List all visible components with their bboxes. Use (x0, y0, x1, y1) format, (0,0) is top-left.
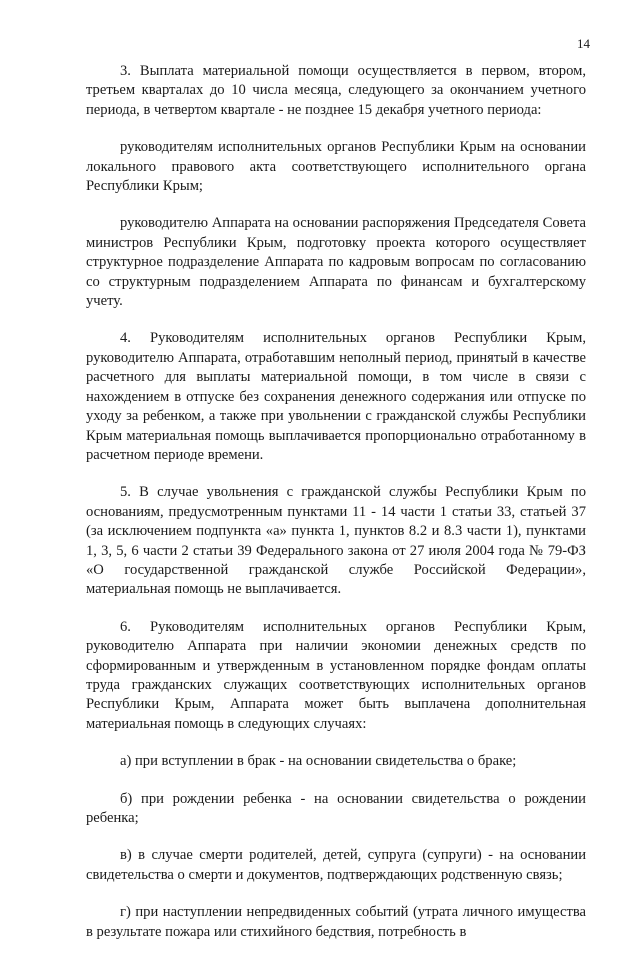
page-number: 14 (577, 36, 590, 51)
paragraph-6-additional-aid: 6. Руководителям исполнительных органов Республики Крым, руководителю Аппарата при наличии экономии денежных средств по сформированным и утвержденным в установленном порядке фондам оплаты труда гражданских служащих соответствующих исполнительных органов Республики Крым, Аппарата может быть выплачена дополнительная материальная помощь в следующих случаях: (86, 618, 586, 732)
list-item-child-birth: б) при рождении ребенка - на основании свидетельства о рождении ребенка; (86, 790, 586, 826)
list-item-unforeseen-events: г) при наступлении непредвиденных событий (утрата личного имущества в результате пожара или стихийного бедствия, потребность в (86, 904, 586, 940)
list-item-death: в) в случае смерти родителей, детей, супруга (супруги) - на основании свидетельства о смерти и документов, подтверждающих родственную связь; (86, 847, 586, 883)
list-item-marriage: а) при вступлении в брак - на основании свидетельства о браке; (120, 753, 517, 770)
paragraph-apparatus-head: руководителю Аппарата на основании распоряжения Председателя Совета министров Республики Крым, подготовку проекта которого осуществляет структурное подразделение Аппарата по кадровым вопросам по согласованию со структурным подразделением Аппарата по финансам и бухгалтерскому учету. (86, 215, 586, 310)
paragraph-3-payment-schedule: 3. Выплата материальной помощи осуществляется в первом, втором, третьем кварталах до 10 числа месяца, следующего за окончанием учетного периода, в четвертом квартале - не позднее 15 декабря учетного периода: (86, 63, 586, 118)
paragraph-4-partial-period: 4. Руководителям исполнительных органов Республики Крым, руководителю Аппарата, отработавшим неполный период, принятый в качестве расчетного для выплаты материальной помощи, в том числе в связи с нахождением в отпуске без сохранения денежного содержания или отпуске по уходу за ребенком, а также при увольнении с гражданской службы Республики Крым материальная помощь выплачивается пропорционально отработанному в расчетном периоде времени. (86, 330, 586, 463)
paragraph-5-dismissal: 5. В случае увольнения с гражданской службы Республики Крым по основаниям, предусмотренным пунктами 11 - 14 части 1 статьи 33, статьей 37 (за исключением подпункта «а» пункта 1, пунктов 8.2 и 8.3 части 1), пунктами 1, 3, 5, 6 части 2 статьи 39 Федерального закона от 27 июля 2004 года № 79-ФЗ «О государственной гражданской службе Российской Федерации», материальная помощь не выплачивается. (86, 484, 586, 598)
document-body (86, 62, 586, 959)
paragraph-executive-heads: руководителям исполнительных органов Республики Крым на основании локального правового акта соответствующего исполнительного органа Республики Крым; (86, 139, 586, 195)
